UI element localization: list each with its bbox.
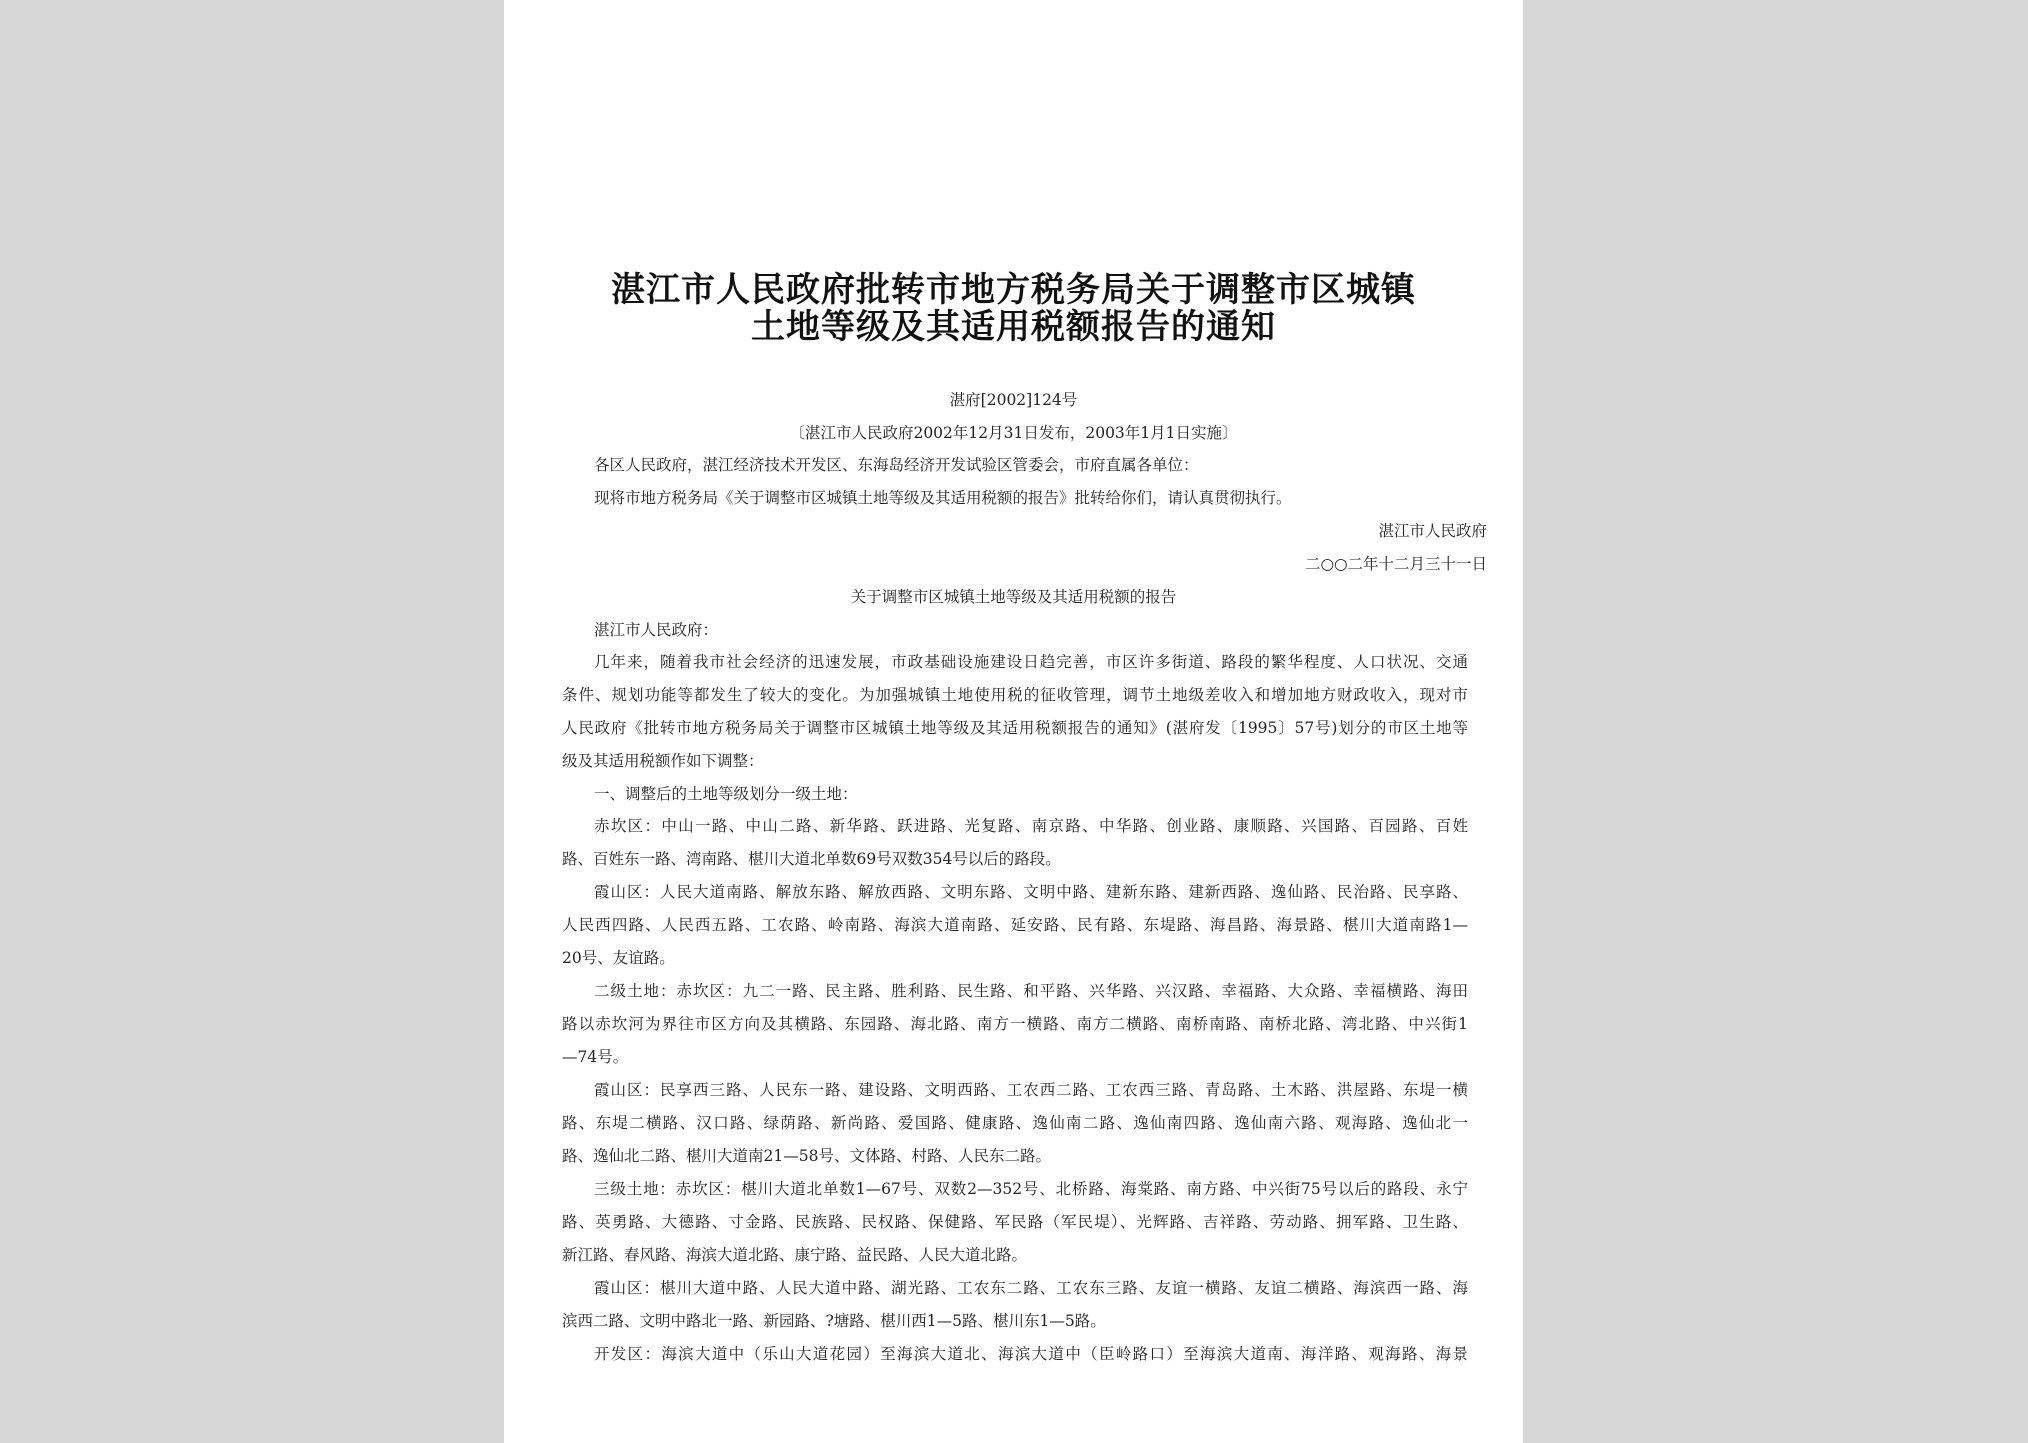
body-line: 霞山区：人民大道南路、解放东路、解放西路、文明东路、文明中路、建新东路、建新西路、逸仙路、民治路、民享路、: [594, 883, 1468, 901]
body-line: 滨西二路、文明中路北一路、新园路、?塘路、椹川西1—5路、椹川东1—5路。: [562, 1312, 1106, 1330]
body-line: 二级土地：赤坎区：九二一路、民主路、胜利路、民生路、和平路、兴华路、兴汉路、幸福路、大众路、幸福横路、海田: [594, 982, 1468, 1000]
document-title-line-1: 湛江市人民政府批转市地方税务局关于调整市区城镇: [611, 270, 1416, 310]
notice-body: 现将市地方税务局《关于调整市区城镇土地等级及其适用税额的报告》批转给你们，请认真贯彻执行。: [594, 489, 1292, 507]
signer: 湛江市人民政府: [1378, 522, 1487, 540]
body-line: 级及其适用税额作如下调整：: [562, 752, 764, 770]
body-line: 人民政府《批转市地方税务局关于调整市区城镇土地等级及其适用税额报告的通知》(湛府发〔1995〕57号)划分的市区土地等: [562, 719, 1468, 737]
sign-date: 二○○二年十二月三十一日: [1304, 555, 1487, 573]
body-line: 新江路、春风路、海滨大道北路、康宁路、益民路、人民大道北路。: [562, 1246, 1028, 1264]
report-addressee: 湛江市人民政府：: [594, 621, 719, 639]
body-line: 赤坎区：中山一路、中山二路、新华路、跃进路、光复路、南京路、中华路、创业路、康顺路、兴国路、百园路、百姓: [594, 817, 1468, 835]
body-line: 路、逸仙北二路、椹川大道南21—58号、文体路、村路、人民东二路。: [562, 1147, 1051, 1165]
document-number: 湛府[2002]124号: [949, 391, 1078, 409]
body-line: 路、英勇路、大德路、寸金路、民族路、民权路、保健路、军民路（军民堤）、光辉路、吉祥路、劳动路、拥军路、卫生路、: [562, 1213, 1468, 1231]
body-line: 一、调整后的土地等级划分一级土地：: [594, 785, 858, 803]
body-line: 条件、规划功能等都发生了较大的变化。为加强城镇土地使用税的征收管理，调节土地级差收入和增加地方财政收入，现对市: [562, 686, 1468, 704]
body-line: 霞山区：民享西三路、人民东一路、建设路、文明西路、工农西二路、工农西三路、青岛路、土木路、洪屋路、东堤一横: [594, 1081, 1468, 1099]
document-page: [504, 0, 1523, 1443]
body-line: 人民西四路、人民西五路、工农路、岭南路、海滨大道南路、延安路、民有路、东堤路、海昌路、海景路、椹川大道南路1—: [562, 916, 1468, 934]
body-line: 路、东堤二横路、汉口路、绿荫路、新尚路、爱国路、健康路、逸仙南二路、逸仙南四路、逸仙南六路、观海路、逸仙北一: [562, 1114, 1468, 1132]
body-line: 路以赤坎河为界往市区方向及其横路、东园路、海北路、南方一横路、南方二横路、南桥南路、南桥北路、湾北路、中兴街1: [562, 1015, 1468, 1033]
body-line: —74号。: [562, 1048, 629, 1066]
issue-info: 〔湛江市人民政府2002年12月31日发布，2003年1月1日实施〕: [789, 424, 1238, 442]
addressee: 各区人民政府，湛江经济技术开发区、东海岛经济开发试验区管委会，市府直属各单位：: [594, 456, 1199, 474]
body-line: 三级土地：赤坎区：椹川大道北单数1—67号、双数2—352号、北桥路、海棠路、南方路、中兴街75号以后的路段、永宁: [594, 1180, 1468, 1198]
body-line: 开发区：海滨大道中（乐山大道花园）至海滨大道北、海滨大道中（臣岭路口）至海滨大道南、海洋路、观海路、海景: [594, 1345, 1468, 1363]
body-line: 几年来，随着我市社会经济的迅速发展，市政基础设施建设日趋完善，市区许多街道、路段的繁华程度、人口状况、交通: [594, 653, 1468, 671]
document-title-line-2: 土地等级及其适用税额报告的通知: [751, 307, 1276, 347]
body-line: 20号、友谊路。: [562, 949, 675, 967]
body-line: 霞山区：椹川大道中路、人民大道中路、湖光路、工农东二路、工农东三路、友谊一横路、友谊二横路、海滨西一路、海: [594, 1279, 1468, 1297]
body-line: 路、百姓东一路、湾南路、椹川大道北单数69号双数354号以后的路段。: [562, 850, 1061, 868]
report-title: 关于调整市区城镇土地等级及其适用税额的报告: [850, 588, 1177, 606]
